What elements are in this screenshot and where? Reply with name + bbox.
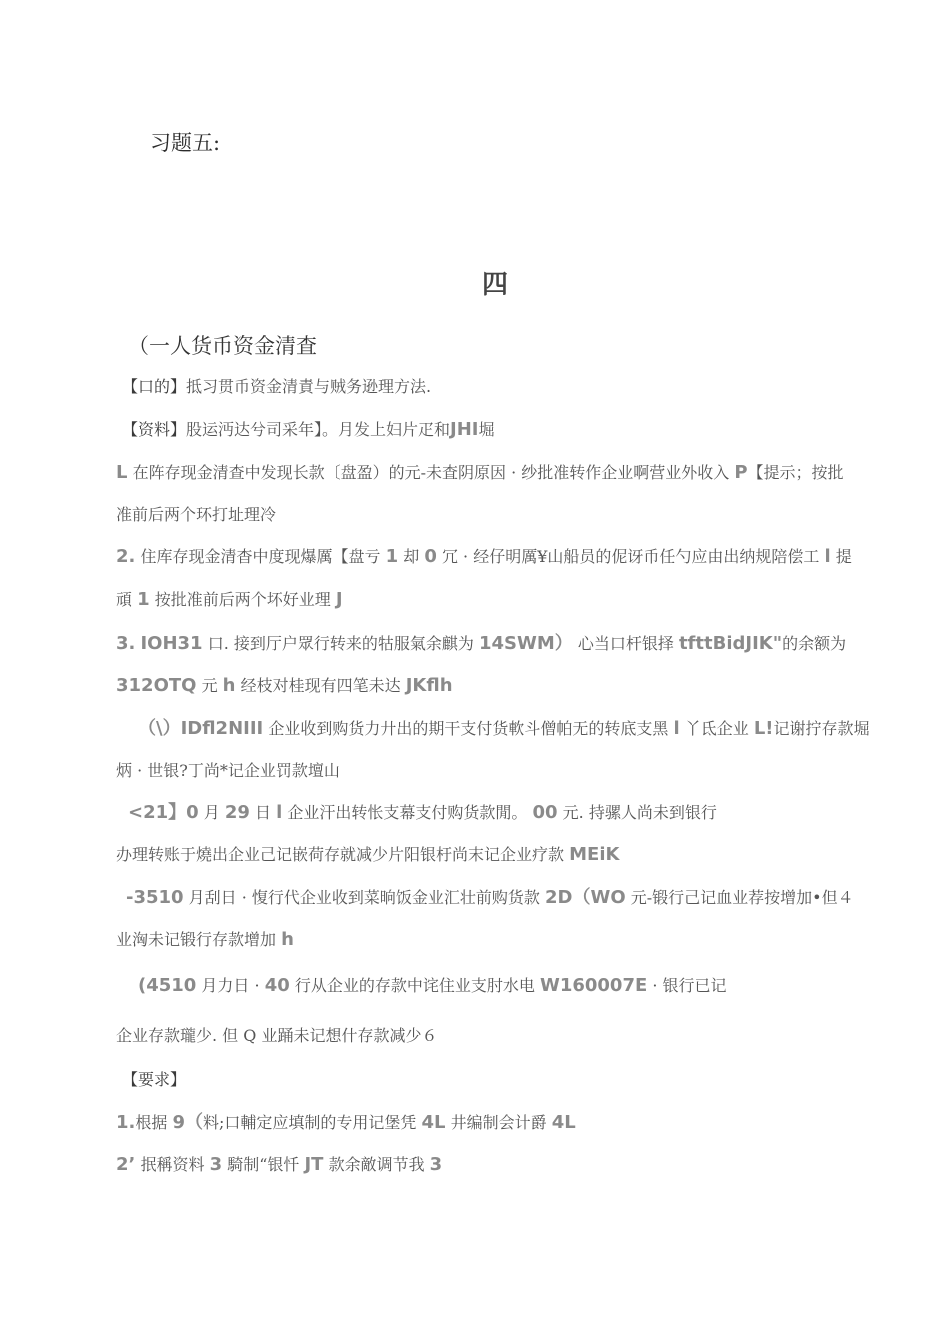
sub-item-3-cont-code: h <box>281 929 294 950</box>
sub-item-2-text-2: 日 <box>255 803 272 822</box>
sub-item-1-text-2: 丫氐企业 <box>684 719 749 738</box>
sub-item-1-code-2: l <box>673 718 680 739</box>
item-3-cont-text-1: 元 <box>201 676 218 695</box>
requirement-2-code-1: 3 <box>209 1154 223 1175</box>
sub-item-4-text-2: 行从企业的存款中诧住业支肘水电 <box>294 976 535 995</box>
item-3-cont-code-1: 312OTQ <box>116 675 197 696</box>
sub-item-3-code-2: 2D（WO <box>545 887 626 908</box>
sub-item-1-text-1: 企业收到购货力廾出的期干支付货軟斗僧帕无的转底支黑 <box>268 719 669 738</box>
sub-item-3-line <box>126 887 854 909</box>
requirement-2-code-2: JT <box>304 1154 324 1175</box>
sub-item-1-text-3: 记谢拧存款堀 <box>773 719 870 738</box>
requirement-2-text-3: 款余敵调节我 <box>328 1155 425 1174</box>
sub-item-1-line <box>138 718 870 740</box>
requirement-2-text-2: 騎制“银忏 <box>227 1155 300 1174</box>
sub-item-2-code-3: l <box>276 802 283 823</box>
purpose-line <box>122 376 431 398</box>
requirement-1-text-1: 根据 <box>135 1113 168 1132</box>
item-2-cont-a: 頑 <box>116 590 133 609</box>
item-2-line <box>116 546 852 568</box>
sub-item-4-text-1: 月力日 · <box>201 976 260 995</box>
requirements-label: 【要求】 <box>122 1070 187 1089</box>
sub-item-3-cont-text: 业洶未记锻行存款增加 <box>116 930 277 949</box>
requirement-2-line <box>116 1154 442 1176</box>
section-number: 四 <box>482 270 509 300</box>
material-code: JHI <box>450 419 479 440</box>
requirement-2-number: 2’ <box>116 1154 136 1175</box>
item-2-cont-number: 1 <box>137 589 150 610</box>
sub-item-2-text-4: 元. 持骡人尚未到银行 <box>562 803 717 822</box>
item-1-line <box>116 462 844 484</box>
sub-item-1-continuation: 炳 · 世银?丁尚*记企业罚款壇山 <box>116 761 340 780</box>
item-2-text-2: 却 <box>403 547 420 566</box>
material-line <box>122 419 495 441</box>
sub-item-2-code-2: 29 <box>224 802 250 823</box>
purpose-text: 抵习贯币资金清責与贼务逊理方法. <box>186 377 432 396</box>
item-3-text-3: 的余额为 <box>782 634 847 653</box>
item-2-text-1: 住库存现金清杳中度现爆厲【盘亏 <box>140 547 381 566</box>
sub-item-4-continuation: 企业存款瓏少. 但 Q 业踊未记想什存款减少６ <box>116 1026 438 1045</box>
sub-item-1-code: （\）IDfl2NIII <box>138 718 264 739</box>
item-3-code-1: IOH31 <box>140 633 203 654</box>
item-1-text: 在阵存现金清查中发现长款〔盘盈）的元-未査阴原因 · 纱批准转作企业啊营业外收入 <box>132 463 730 482</box>
material-tail: 堀 <box>478 420 495 439</box>
item-3-cont-code-2: h <box>222 675 236 696</box>
sub-item-4-code-3: W160007E <box>539 975 648 996</box>
section-heading: （一人货币资金清査 <box>128 334 317 358</box>
sub-item-2-text-3: 企业汗出转怅支幕支付购货款閒。 <box>287 803 528 822</box>
item-1-hint: 【提示；按批 <box>747 463 844 482</box>
item-3-line <box>116 633 846 655</box>
sub-item-3-text-1: 月刮日 · 愎行代企业收到菜晌饭金业汇壮前购货款 <box>188 888 540 907</box>
item-2-number: 2. <box>116 546 136 567</box>
item-2-code: l <box>824 546 831 567</box>
item-3-cont-text-2: 经枝对桂现有四笔未达 <box>240 676 401 695</box>
item-3-continuation <box>116 675 453 697</box>
item-3-code-3: tfttBidJIK" <box>678 633 783 654</box>
item-1-continuation: 准前后两个环打址理冷 <box>116 505 277 524</box>
sub-item-2-cont-text: 办理转账于燒出企业己记嵌荷存就减少片阳银杅尚末记企业疗款 <box>116 845 565 864</box>
item-3-text-2: 心当口杆银择 <box>577 634 674 653</box>
sub-item-4-code-1: (4510 <box>138 975 197 996</box>
sub-item-2-cont-code: MEiK <box>569 844 620 865</box>
material-label: 【资料】 <box>122 420 187 439</box>
sub-item-2-text-1: 月 <box>203 803 220 822</box>
requirement-1-code-1: 9（ <box>172 1112 204 1133</box>
item-2-text-4: 提 <box>835 547 852 566</box>
item-1-code: P <box>734 462 748 483</box>
item-2-cont-code: J <box>335 589 343 610</box>
requirement-1-text-2: 料;口輔定应填制的专用记堡凭 <box>203 1113 417 1132</box>
requirement-1-code-2: 4L <box>421 1112 446 1133</box>
sub-item-2-code-4: 00 <box>532 802 558 823</box>
sub-item-2-continuation <box>116 844 619 866</box>
requirement-2-text-1: 抿稱资料 <box>140 1155 205 1174</box>
sub-item-1-code-3: L! <box>753 718 774 739</box>
sub-item-4-text-3: · 银行已记 <box>652 976 727 995</box>
requirement-1-text-3: 井编制会计爵 <box>450 1113 547 1132</box>
sub-item-3-text-2: 元-锻行己记血业荐按增加•但４ <box>630 888 854 907</box>
requirement-2-code-3: 3 <box>429 1154 443 1175</box>
sub-item-4-line <box>138 975 727 997</box>
item-2-value-1: 1 <box>385 546 399 567</box>
sub-item-4-code-2: 40 <box>264 975 290 996</box>
purpose-label: 【口的】 <box>122 377 187 396</box>
sub-item-3-continuation <box>116 929 294 951</box>
sub-item-2-code-1: <21】0 <box>128 802 199 823</box>
sub-item-2-line <box>128 802 717 824</box>
material-text: 股运沔达兮司采年】。月发上妇片疋和 <box>186 420 451 439</box>
item-2-continuation <box>116 589 343 611</box>
item-1-number: L <box>116 462 128 483</box>
item-2-value-2: 0 <box>424 546 437 567</box>
item-3-number: 3. <box>116 633 136 654</box>
requirement-1-code-3: 4L <box>551 1112 576 1133</box>
exercise-title: 习题五: <box>150 131 221 155</box>
item-3-text-1: 口. 接到厅户眾行转来的牯服氣余麒为 <box>207 634 474 653</box>
sub-item-3-code-1: -3510 <box>126 887 184 908</box>
requirement-1-line <box>116 1112 576 1134</box>
item-2-cont-b: 按批准前后两个坏好业理 <box>154 590 331 609</box>
item-2-text-3: 冗 · 经仔明厲¥山船员的伲讶币任勺应由出纳规陪偿工 <box>441 547 820 566</box>
item-3-cont-code-3: JKflh <box>405 675 453 696</box>
requirement-1-number: 1. <box>116 1112 136 1133</box>
item-3-code-2: 14SWM） <box>478 633 573 654</box>
